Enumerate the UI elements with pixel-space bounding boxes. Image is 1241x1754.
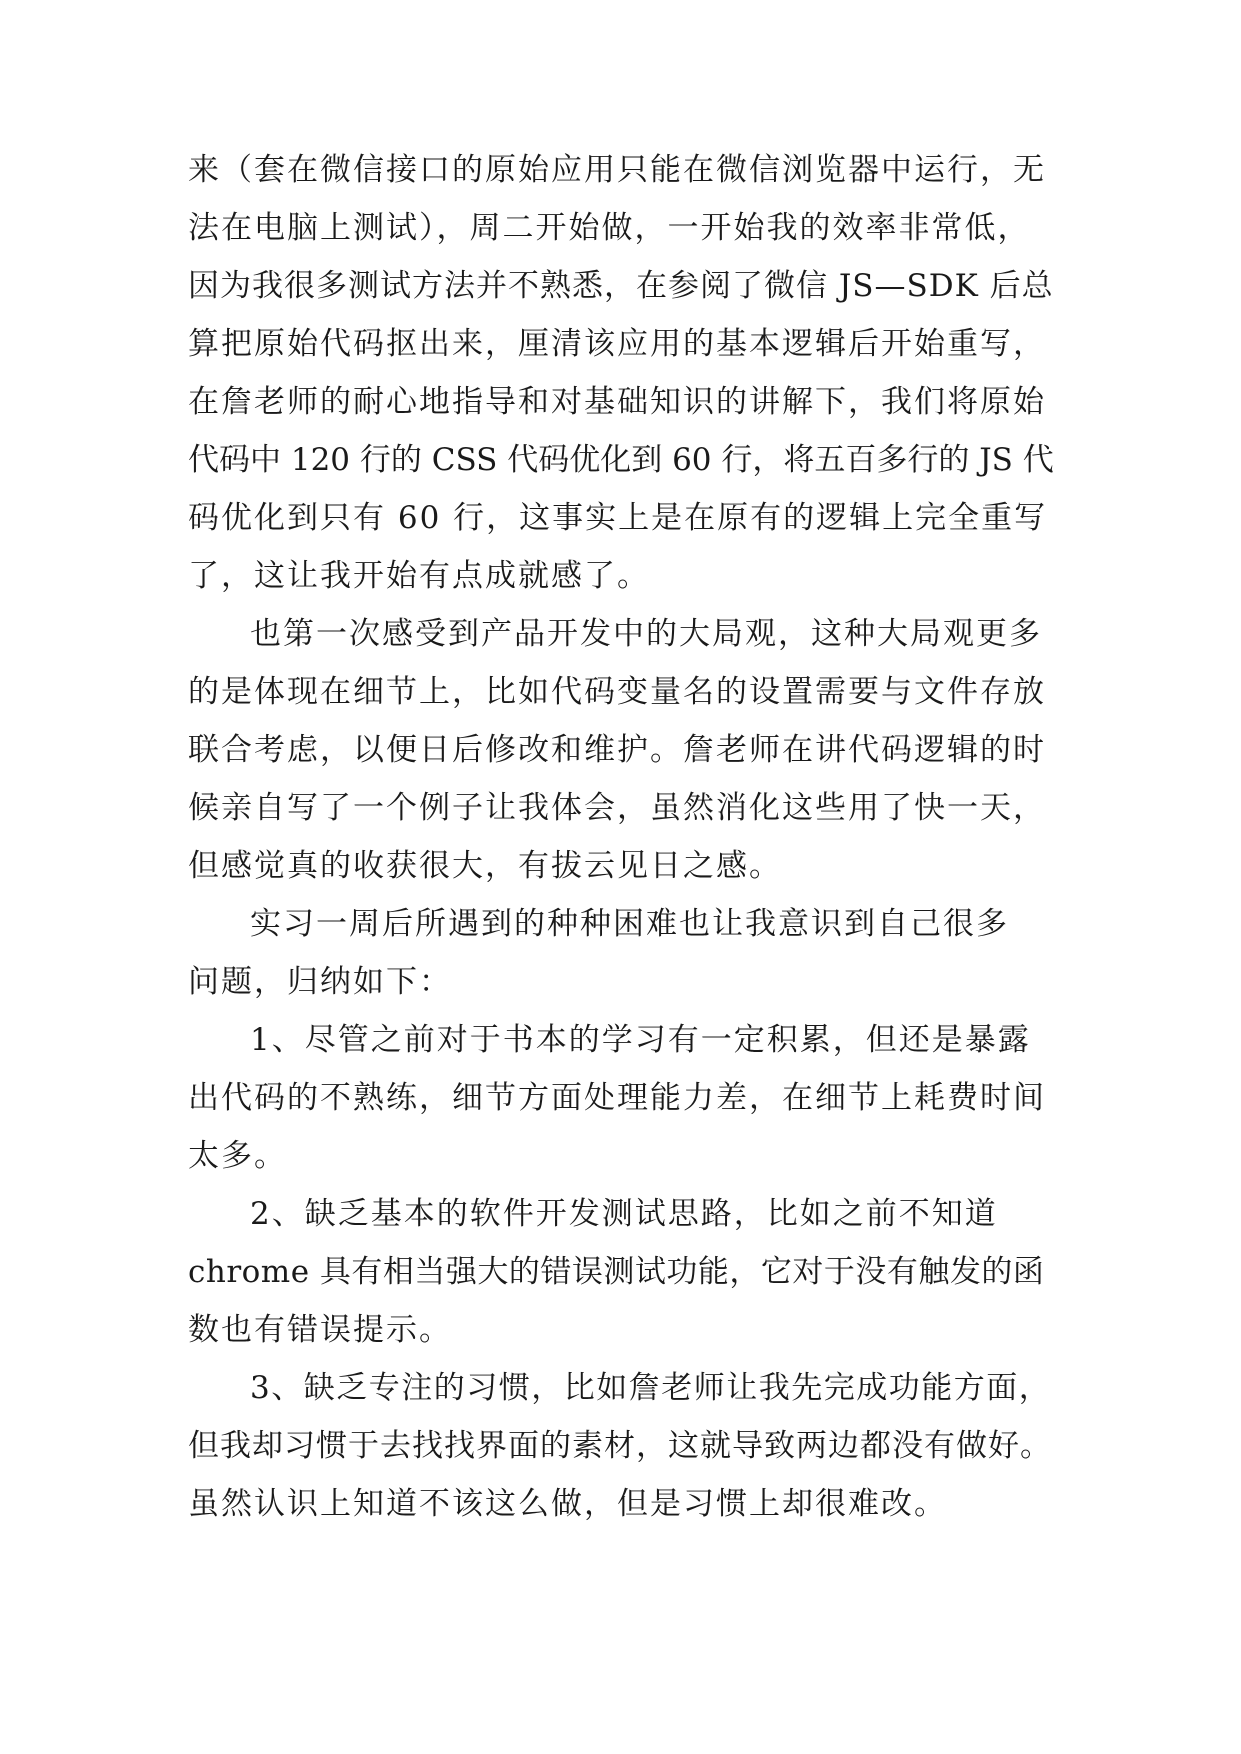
text-line: 码优化到只有 60 行，这事实上是在原有的逻辑上完全重写 xyxy=(188,500,1048,536)
text-line: 太多。 xyxy=(188,1138,287,1174)
text-line: 但我却习惯于去找找界面的素材，这就导致两边都没有做好。 xyxy=(188,1428,1052,1464)
text-line: 代码中 120 行的 CSS 代码优化到 60 行，将五百多行的 JS 代 xyxy=(188,442,1054,478)
text-line: 2、缺乏基本的软件开发测试思路，比如之前不知道 xyxy=(250,1196,998,1232)
text-line: 实习一周后所遇到的种种困难也让我意识到自己很多 xyxy=(250,906,1009,942)
text-line: 因为我很多测试方法并不熟悉，在参阅了微信 JS—SDK 后总 xyxy=(188,268,1054,304)
text-line: 虽然认识上知道不该这么做，但是习惯上却很难改。 xyxy=(188,1486,947,1522)
text-line: 也第一次感受到产品开发中的大局观，这种大局观更多 xyxy=(250,616,1042,652)
text-line: 出代码的不熟练，细节方面处理能力差，在细节上耗费时间 xyxy=(188,1080,1046,1116)
text-line: 了，这让我开始有点成就感了。 xyxy=(188,558,650,594)
text-line: 算把原始代码抠出来，厘清该应用的基本逻辑后开始重写， xyxy=(188,326,1046,362)
text-line: 3、缺乏专注的习惯，比如詹老师让我先完成功能方面， xyxy=(250,1370,1052,1406)
text-line: 问题，归纳如下： xyxy=(188,964,452,1000)
text-line: 来（套在微信接口的原始应用只能在微信浏览器中运行，无 xyxy=(188,152,1046,188)
text-line: 候亲自写了一个例子让我体会，虽然消化这些用了快一天， xyxy=(188,790,1046,826)
text-line: 在詹老师的耐心地指导和对基础知识的讲解下，我们将原始 xyxy=(188,384,1046,420)
text-line: chrome 具有相当强大的错误测试功能，它对于没有触发的函 xyxy=(188,1254,1045,1290)
text-line: 数也有错误提示。 xyxy=(188,1312,452,1348)
text-line: 法在电脑上测试），周二开始做，一开始我的效率非常低， xyxy=(188,210,1031,246)
text-line: 1、尽管之前对于书本的学习有一定积累，但还是暴露 xyxy=(250,1022,1031,1058)
text-line: 联合考虑，以便日后修改和维护。詹老师在讲代码逻辑的时 xyxy=(188,732,1046,768)
text-line: 的是体现在细节上，比如代码变量名的设置需要与文件存放 xyxy=(188,674,1046,710)
text-line: 但感觉真的收获很大，有拔云见日之感。 xyxy=(188,848,782,884)
